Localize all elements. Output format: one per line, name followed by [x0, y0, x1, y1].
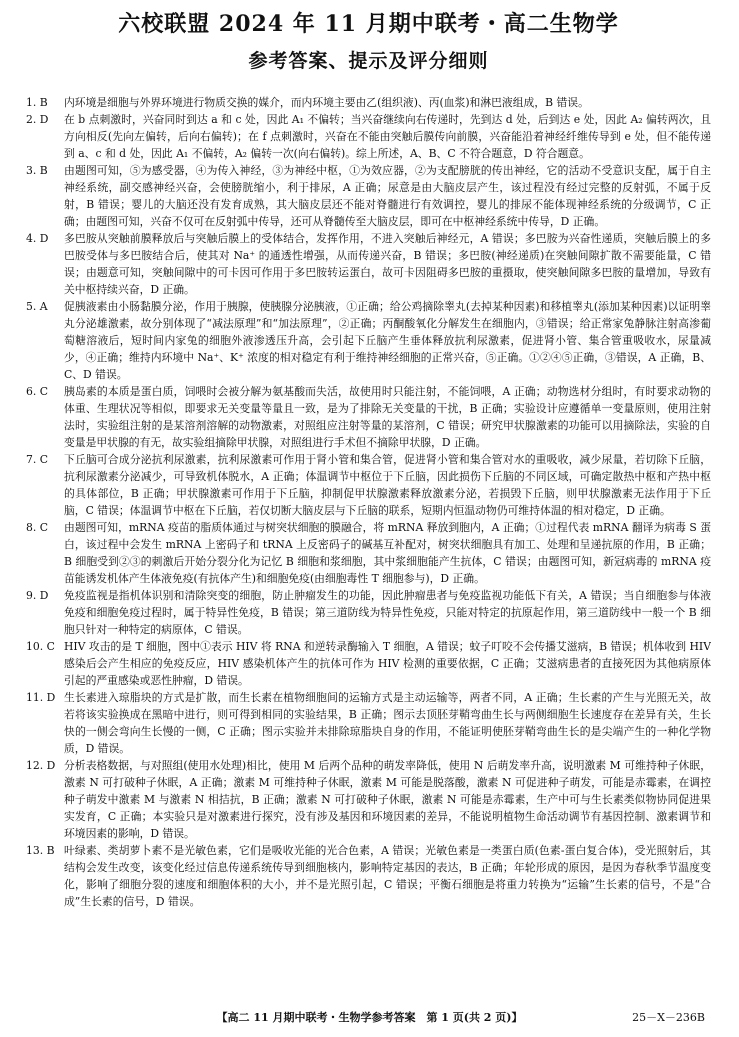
- answer-number: 6. C: [26, 385, 48, 398]
- answer-item: [26, 757, 711, 842]
- answer-explanation: 促胰液素由小肠黏膜分泌，作用于胰腺，使胰腺分泌胰液，①正确；给公鸡摘除睾丸(去掉某种因素)和移植睾丸(添加某种因素)以证明睾丸分泌雄激素，故分别体现了“减法原理”和“加法原理”，②正确；丙酮酸氧化分解发生在细胞内，③错误；给正常家兔静脉注射高渗葡萄糖溶液后，短时间内家兔的细胞外液渗透压升高，会引起下丘脑产生垂体释放抗利尿激素，促进肾小管、集合管重吸收水，尿量减少，④正确；维持内环境中 Na⁺、K⁺ 浓度的相对稳定有利于维持神经细胞的正常兴奋，⑤正确。①②④⑤正确，③错误，A 正确，B、C、D 错误。: [64, 300, 711, 381]
- answer-explanation: 内环境是细胞与外界环境进行物质交换的媒介，而内环境主要由乙(组织液)、丙(血浆)和淋巴液组成，B 错误。: [64, 96, 589, 109]
- answer-number: 2. D: [26, 113, 49, 126]
- answer-number: 1. B: [26, 96, 48, 109]
- answer-number: 12. D: [26, 759, 56, 772]
- answer-number: 13. B: [26, 844, 55, 857]
- answer-explanation: 生长素进入琼脂块的方式是扩散，而生长素在植物细胞间的运输方式是主动运输等，两者不同，A 正确；生长素的产生与光照无关，故若将该实验换成在黑暗中进行，则可得到相同的实验结果，B 正确；图示去顶胚芽鞘弯曲生长与两侧细胞生长速度存在差异有关，生长快的一侧会弯向生长慢的一侧，C 正确；图示实验并未排除琼脂块自身的作用，不能证明使胚芽鞘弯曲生长的是尖端产生的一种化学物质，D 错误。: [64, 691, 711, 755]
- answer-explanation: 免疫监视是指机体识别和清除突变的细胞，防止肿瘤发生的功能，因此肿瘤患者与免疫监视功能低下有关，A 错误；当自细胞参与体液免疫和细胞免疫过程时，属于特异性免疫，B 错误；第三道防线为特异性免疫，只能对特定的抗原起作用，第三道防线中一般一个 B 细胞只针对一种特定的病原体，C 错误。: [64, 589, 711, 636]
- footer-doc-code: 25－X－236B: [632, 1011, 705, 1024]
- answer-number: 9. D: [26, 589, 49, 602]
- page-title: 六校联盟 2024 年 11 月期中联考・高二生物学: [118, 11, 619, 37]
- answer-number: 4. D: [26, 232, 49, 245]
- answer-number: 7. C: [26, 453, 48, 466]
- answer-list: [26, 94, 711, 910]
- page-subtitle: 参考答案、提示及评分细则: [248, 50, 489, 72]
- answer-item: [26, 94, 711, 111]
- answer-item: [26, 638, 711, 689]
- answer-item: [26, 451, 711, 519]
- answer-item: [26, 587, 711, 638]
- answer-explanation: 多巴胺从突触前膜释放后与突触后膜上的受体结合，发挥作用，不进入突触后神经元，A 错误；多巴胺为兴奋性递质，突触后膜上的多巴胺受体与多巴胺结合后，使其对 Na⁺ 的通透性增强，从而传递兴奋，B 错误；多巴胺(神经递质)在突触间隙扩散不需要能量，C 错误；由题意可知，突触间隙中的可卡因可作用于多巴胺转运蛋白，故可卡因阻碍多巴胺的重摄取，使突触间隙多巴胺的量增加，导致有关中枢持续兴奋，D 正确。: [64, 232, 711, 296]
- page-footer: [0, 1009, 739, 1027]
- answer-item: [26, 383, 711, 451]
- answer-item: [26, 111, 711, 162]
- answer-number: 3. B: [26, 164, 48, 177]
- footer-page-info: 【高二 11 月期中联考・生物学参考答案 第 1 页(共 2 页)】: [216, 1011, 523, 1024]
- answer-explanation: HIV 攻击的是 T 细胞，图中①表示 HIV 将 RNA 和逆转录酶输入 T 细胞，A 错误；蚊子叮咬不会传播艾滋病，B 错误；机体收到 HIV 感染后会产生相应的免疫反应，HIV 感染机体产生的抗体可作为 HIV 检测的重要依据，C 正确；艾滋病患者的直接死因为其他病原体引起的严重感染或恶性肿瘤，D 错误。: [64, 640, 711, 687]
- answer-explanation: 胰岛素的本质是蛋白质，饲喂时会被分解为氨基酸而失活，故使用时只能注射，不能饲喂，A 正确；动物选材分组时，有时要求动物的体重、生理状况等相似，即要求无关变量等量且一致，是为了排除无关变量的干扰，B 正确；实验设计应遵循单一变量原则，使用注射法时，实验组注射的是某溶剂溶解的动物激素，对照组应注射等量的某溶剂，C 错误；研究甲状腺激素的功能可以用摘除法，实验的自变量是甲状腺的有无，故实验组摘除甲状腺，对照组进行手术但不摘除甲状腺，D 正确。: [64, 385, 711, 449]
- answer-item: [26, 842, 711, 910]
- answer-item: [26, 689, 711, 757]
- answer-number: 11. D: [26, 691, 56, 704]
- answer-explanation: 下丘脑可合成分泌抗利尿激素，抗利尿激素可作用于肾小管和集合管，促进肾小管和集合管对水的重吸收，减少尿量，若切除下丘脑，抗利尿激素分泌减少，可导致机体脱水，A 正确；体温调节中枢位于下丘脑，因此损伤下丘脑的不同区域，可确定散热中枢和产热中枢的具体部位，B 正确；甲状腺激素可作用于下丘脑，抑制促甲状腺激素释放激素分泌，若损毁下丘脑，则甲状腺激素无法作用于下丘脑，C 错误；体温调节中枢在下丘脑，若仅切断大脑皮层与下丘脑的联系，短期内恒温动物仍可维持体温的相对稳定，D 正确。: [64, 453, 711, 517]
- answer-item: [26, 162, 711, 230]
- answer-explanation: 由题图可知，mRNA 疫苗的脂质体通过与树突状细胞的膜融合，将 mRNA 释放到胞内，A 正确；①过程代表 mRNA 翻译为病毒 S 蛋白，该过程中会发生 mRNA 上密码子和 tRNA 上反密码子的碱基互补配对，树突状细胞具有加工、处理和呈递抗原的作用，B 正确；B 细胞受到②③的刺激后开始分裂分化为记忆 B 细胞和浆细胞，其中浆细胞能产生抗体，C 错误；由题图可知，新冠病毒的 mRNA 疫苗能诱发机体产生体液免疫(有抗体产生)和细胞免疫(由细胞毒性 T 细胞参与)，D 正确。: [64, 521, 711, 585]
- answer-item: [26, 519, 711, 587]
- answer-number: 10. C: [26, 640, 55, 653]
- answer-item: [26, 298, 711, 383]
- answer-explanation: 由题图可知，⑤为感受器，④为传入神经，③为神经中枢，①为效应器，②为支配膀胱的传出神经，它的活动不受意识支配，属于自主神经系统，副交感神经兴奋，会使膀胱缩小，利于排尿，A 正确；尿意是由大脑皮层产生，该过程没有经过完整的反射弧，不属于反射，B 错误；婴儿的大脑还没有发育成熟，其大脑皮层还不能对脊髓进行有效调控，婴儿的排尿不能体现神经系统的分级调节，C 正确；由题图可知，兴奋不仅可在反射弧中传导，还可从脊髓传至大脑皮层，即可在中枢神经系统中传导，D 正确。: [64, 164, 711, 228]
- answer-number: 5. A: [26, 300, 48, 313]
- answer-number: 8. C: [26, 521, 48, 534]
- answer-item: [26, 230, 711, 298]
- answer-explanation: 在 b 点刺激时，兴奋同时到达 a 和 c 处，因此 A₁ 不偏转；当兴奋继续向右传递时，先到达 d 处，后到达 e 处，因此 A₂ 偏转两次，且方向相反(先向左偏转，后向右偏转)；在 f 点刺激时，兴奋在不能由突触后膜传向前膜，兴奋能沿着神经纤维传导到 e 处，但不能传递到 a、c 和 d 处，因此 A₁ 不偏转，A₂ 偏转一次(向右偏转)。综上所述，A、B、C 不符合题意，D 符合题意。: [64, 113, 711, 160]
- answer-explanation: 叶绿素、类胡萝卜素不是光敏色素，它们是吸收光能的光合色素，A 错误；光敏色素是一类蛋白质(色素-蛋白复合体)，受光照射后，其结构会发生改变，该变化经过信息传递系统传导到细胞核内，影响特定基因的表达，B 正确；年轮形成的原因，是因为春秋季节温度变化，影响了细胞分裂的速度和细胞体积的大小，并不是光照引起，C 错误；平衡石细胞是将重力转换为“运输”生长素的信号，不是“合成”生长素的信号，D 错误。: [64, 844, 711, 908]
- answer-explanation: 分析表格数据，与对照组(使用水处理)相比，使用 M 后两个品种的萌发率降低，使用 N 后萌发率升高，说明激素 M 可维持种子休眠，激素 N 可打破种子休眠，A 正确；激素 M 可维持种子休眠，激素 M 可能是脱落酸，激素 N 可促进种子萌发，可能是赤霉素，在调控种子萌发中激素 M 与激素 N 相拮抗，B 正确；激素 N 可打破种子休眠，激素 N 可能是赤霉素，生产中可与生长素类似物协同促进果实发育，C 正确；本实验只是对激素进行探究，没有涉及基因和环境因素的差异，不能说明植物生命活动调节有基因控制、激素调节和环境因素的影响，D 错误。: [64, 759, 711, 840]
